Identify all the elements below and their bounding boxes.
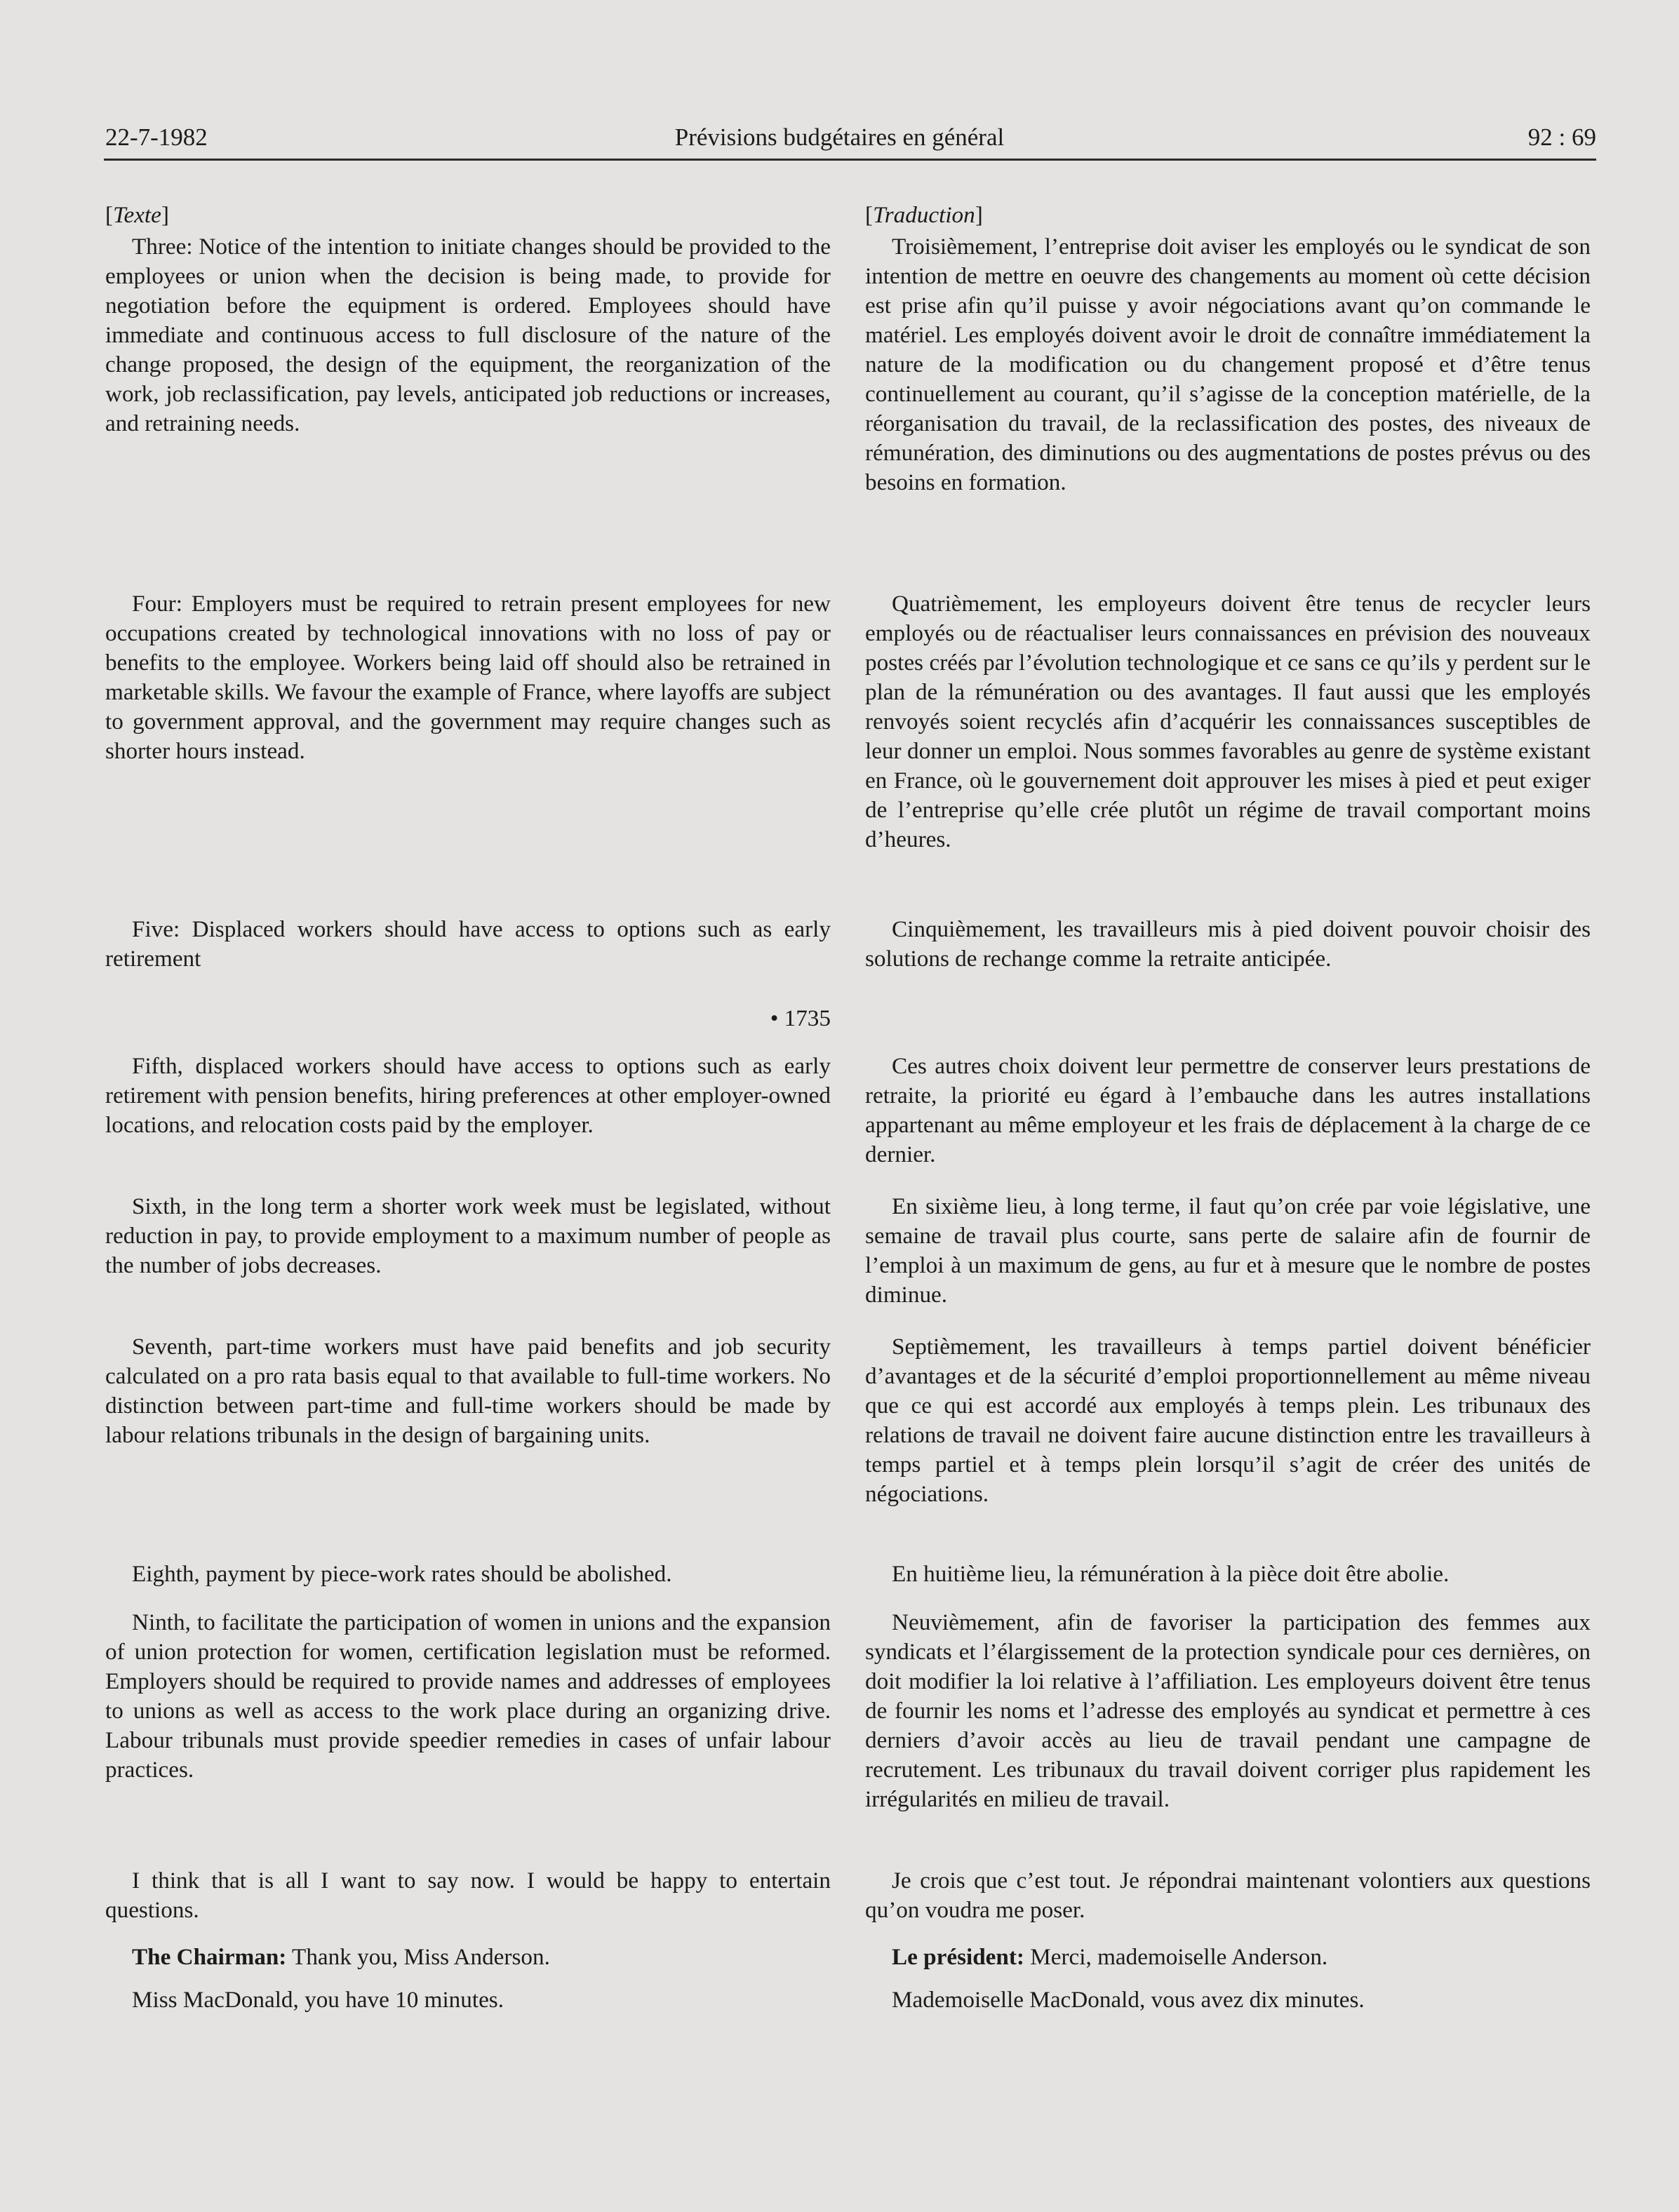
- chairman-speech: [105, 1943, 831, 1972]
- paragraph-cinquiemement: Cinquièmement, les travailleurs mis à pied doivent pouvoir choisir des solutions de rechange comme la retraite anticipée.: [865, 916, 1591, 972]
- time-marker: • 1735: [770, 1005, 831, 1031]
- speaker-name: The Chairman:: [132, 1944, 287, 1970]
- translation-label: [Traduction]: [865, 202, 983, 228]
- speech-text: Merci, mademoiselle Anderson.: [1030, 1944, 1328, 1970]
- header-page-number: 92 : 69: [1527, 123, 1596, 151]
- paragraph-four: Four: Employers must be required to retrain present employees for new occupations created by technological innovations with no loss of pay or benefits to the employee. Workers being laid off should also be retrained in marketable skills. We favour the example of France, where layoffs are subject to government approval, and the government may require changes such as shorter hours instead.: [105, 591, 831, 764]
- paragraph-neuviemement: Neuvièmement, afin de favoriser la participation des femmes aux syndicats et l’élargissement de la protection syndicale pour ces dernières, on doit modifier la loi relative à l’affiliation. Les employeurs doivent être tenus de fournir les noms et l’adresse des employés au syndicat et permettre à ces derniers d’avoir accès au lieu de travail pendant une campagne de recrutement. Les tribunaux du travail doivent corriger plus rapidement les irrégularités en milieu de travail.: [865, 1609, 1591, 1812]
- paragraph-fifth: Fifth, displaced workers should have access to options such as early retirement with pension benefits, hiring preferences at other employer-owned locations, and relocation costs paid by the employer.: [105, 1053, 831, 1138]
- paragraph-ninth: Ninth, to facilitate the participation of women in unions and the expansion of union protection for women, certification legislation must be reformed. Employers should be required to provide names and addresses of employees to unions as well as access to the work place during an organizing drive. Labour tribunals must provide speedier remedies in cases of unfair labour practices.: [105, 1609, 831, 1783]
- paragraph-conclusion: Je crois que c’est tout. Je répondrai maintenant volontiers aux questions qu’on voudra me poser.: [865, 1868, 1591, 1923]
- header-date: 22-7-1982: [105, 123, 208, 151]
- chairman-next-speaker: Miss MacDonald, you have 10 minutes.: [132, 1987, 504, 2013]
- paragraph-sixth: Sixth, in the long term a shorter work week must be legislated, without reduction in pay, to provide employment to a maximum number of people as the number of jobs decreases.: [105, 1193, 831, 1278]
- paragraph-seventh: Seventh, part-time workers must have paid benefits and job security calculated on a pro rata basis equal to that available to full-time workers. No distinction between part-time and full-time workers should be made by labour relations tribunals in the design of bargaining units.: [105, 1334, 831, 1448]
- speaker-name: Le président:: [892, 1944, 1024, 1970]
- text-label: [Texte]: [105, 202, 169, 228]
- paragraph-huitieme: En huitième lieu, la rémunération à la pièce doit être abolie.: [892, 1561, 1450, 1587]
- speech-text: Thank you, Miss Anderson.: [292, 1944, 550, 1970]
- president-next-speaker: Mademoiselle MacDonald, vous avez dix minutes.: [892, 1987, 1365, 2013]
- president-speech: [865, 1943, 1591, 1972]
- paragraph-eighth: Eighth, payment by piece-work rates should be abolished.: [132, 1561, 672, 1587]
- paragraph-quatriemement: Quatrièmement, les employeurs doivent être tenus de recycler leurs employés ou de réactualiser leurs connaissances en prévision des nouveaux postes créés par l’évolution technologique et ce sans ce qu’ils y perdent sur le plan de la rémunération ou des avantages. Il faut aussi que les employés renvoyés soient recyclés afin d’acquérir les connaissances susceptibles de leur donner un emploi. Nous sommes favorables au genre de système existant en France, où le gouvernement doit approuver les mises à pied et peut exiger de l’entreprise qu’elle crée plutôt un régime de travail comportant moins d’heures.: [865, 591, 1591, 852]
- paragraph-troisiemement: Troisièmement, l’entreprise doit aviser les employés ou le syndicat de son intention de mettre en oeuvre des changements au moment où cette décision est prise afin qu’il puisse y avoir négociations avant qu’on commande le matériel. Les employés doivent avoir le droit de connaître immédiatement la nature de la modification ou du changement proposé et d’être tenus continuellement au courant, qu’il s’agisse de la conception matérielle, de la réorganisation du travail, de la reclassification des postes, des niveaux de rémunération, des diminutions ou des augmentations de postes prévus ou des besoins en formation.: [865, 234, 1591, 495]
- paragraph-septiemement: Septièmement, les travailleurs à temps partiel doivent bénéficier d’avantages et de la sécurité d’emploi proportionnellement au même niveau que ce qui est accordé aux employés à temps plein. Les tribunaux des relations de travail ne doivent faire aucune distinction entre les travailleurs à temps partiel et à temps plein lorsqu’il s’agit de créer des unités de négociations.: [865, 1334, 1591, 1507]
- paragraph-closing: I think that is all I want to say now. I would be happy to entertain questions.: [105, 1868, 831, 1923]
- paragraph-sixieme: En sixième lieu, à long terme, il faut qu’on crée par voie législative, une semaine de travail plus courte, sans perte de salaire afin de fournir de l’emploi à un maximum de gens, au fur et à mesure que le nombre de postes diminue.: [865, 1193, 1591, 1308]
- paragraph-three: Three: Notice of the intention to initiate changes should be provided to the employees or union when the decision is being made, to provide for negotiation before the equipment is ordered. Employees should have immediate and continuous access to full disclosure of the nature of the change proposed, the design of the equipment, the reorganization of the work, job reclassification, pay levels, anticipated job reductions or increases, and retraining needs.: [105, 234, 831, 436]
- header-rule: [104, 159, 1596, 161]
- paragraph-five: Five: Displaced workers should have access to options such as early retirement: [105, 916, 831, 972]
- paragraph-autres-choix: Ces autres choix doivent leur permettre de conserver leurs prestations de retraite, la priorité eu égard à l’embauche dans les autres installations appartenant au même employeur et les frais de déplacement à la charge de ce dernier.: [865, 1053, 1591, 1167]
- header-title: Prévisions budgétaires en général: [674, 123, 1005, 151]
